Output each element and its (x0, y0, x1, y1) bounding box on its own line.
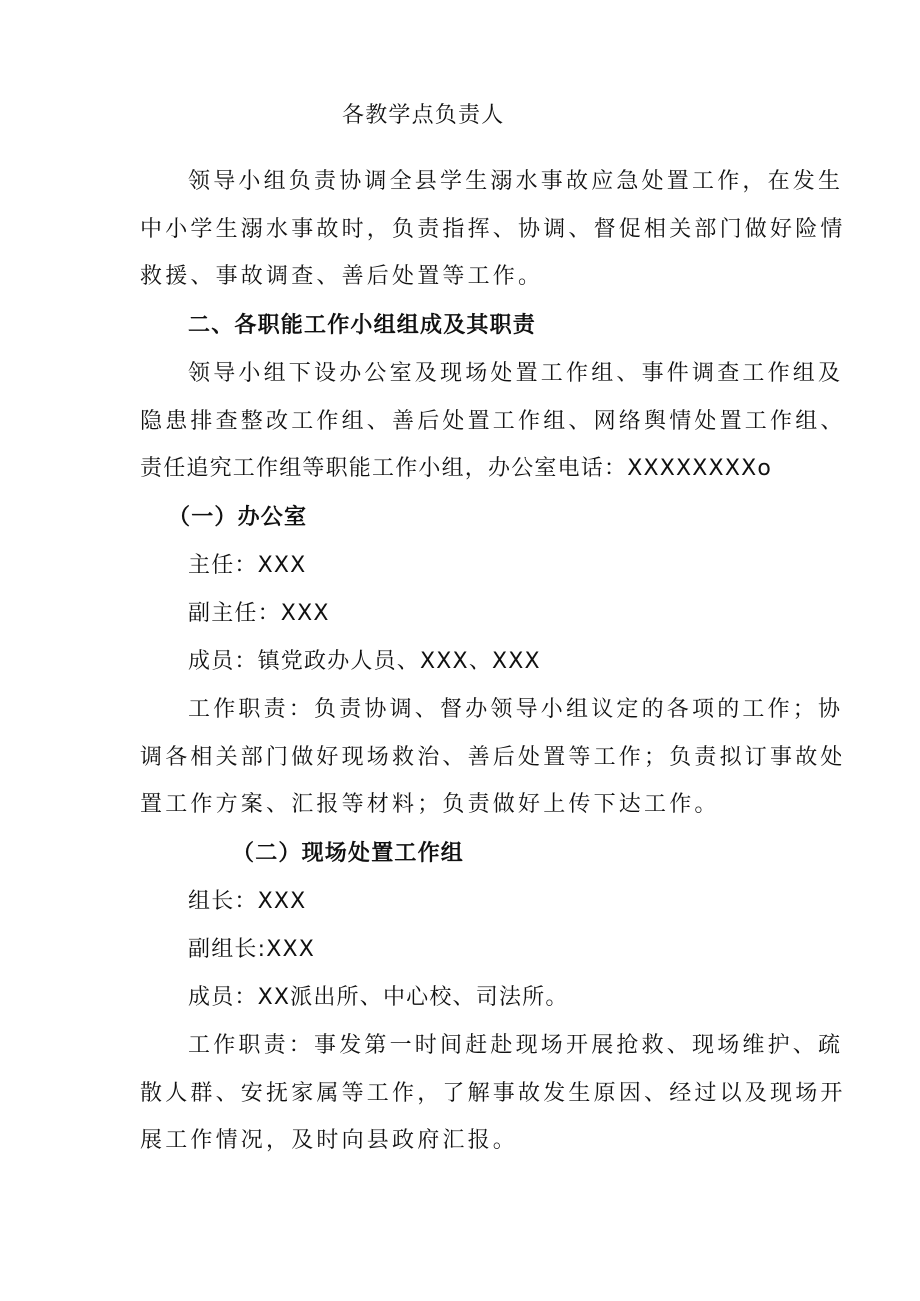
top-line-text: 各教学点负责人 (342, 103, 505, 128)
office-deputy-director: 副主任：XXX (188, 601, 330, 626)
para1-line-1: 领导小组负责协调全县学生溺水事故应急处置工作，在发生 (188, 169, 844, 194)
onsite-group-deputy-leader: 副组长:XXX (188, 937, 316, 962)
para2-line-2: 隐患排查整改工作组、善后处置工作组、网络舆情处置工作组、 (140, 409, 846, 434)
office-members: 成员：镇党政办人员、XXX、XXX (188, 649, 541, 674)
onsite-group-duties-line-3: 展工作情况，及时向县政府汇报。 (140, 1128, 519, 1153)
office-director: 主任：XXX (188, 553, 307, 578)
para2-line-1: 领导小组下设办公室及现场处置工作组、事件调查工作组及 (188, 361, 844, 386)
para1-line-2: 中小学生溺水事故时，负责指挥、协调、督促相关部门做好险情 (140, 217, 846, 242)
onsite-group-heading: （二）现场处置工作组 (232, 841, 465, 866)
onsite-group-members: 成员：XX派出所、中心校、司法所。 (188, 985, 569, 1010)
onsite-group-duties-line-2: 散人群、安抚家属等工作，了解事故发生原因、经过以及现场开 (140, 1081, 846, 1106)
office-heading: （一）办公室 (168, 505, 308, 530)
office-duties-line-1: 工作职责：负责协调、督办领导小组议定的各项的工作；协 (188, 697, 844, 722)
office-duties-line-3: 置工作方案、汇报等材料；负责做好上传下达工作。 (140, 792, 720, 817)
onsite-group-leader: 组长：XXX (188, 889, 307, 914)
office-duties-line-2: 调各相关部门做好现场救治、善后处置等工作；负责拟订事故处 (140, 745, 846, 770)
onsite-group-duties-line-1: 工作职责：事发第一时间赶赴现场开展抢救、现场维护、疏 (188, 1033, 844, 1058)
para1-line-3: 救援、事故调查、善后处置等工作。 (140, 264, 544, 289)
section2-heading: 二、各职能工作小组组成及其职责 (188, 313, 537, 338)
para2-line-3: 责任追究工作组等职能工作小组，办公室电话：XXXXXXXXo (140, 456, 773, 481)
